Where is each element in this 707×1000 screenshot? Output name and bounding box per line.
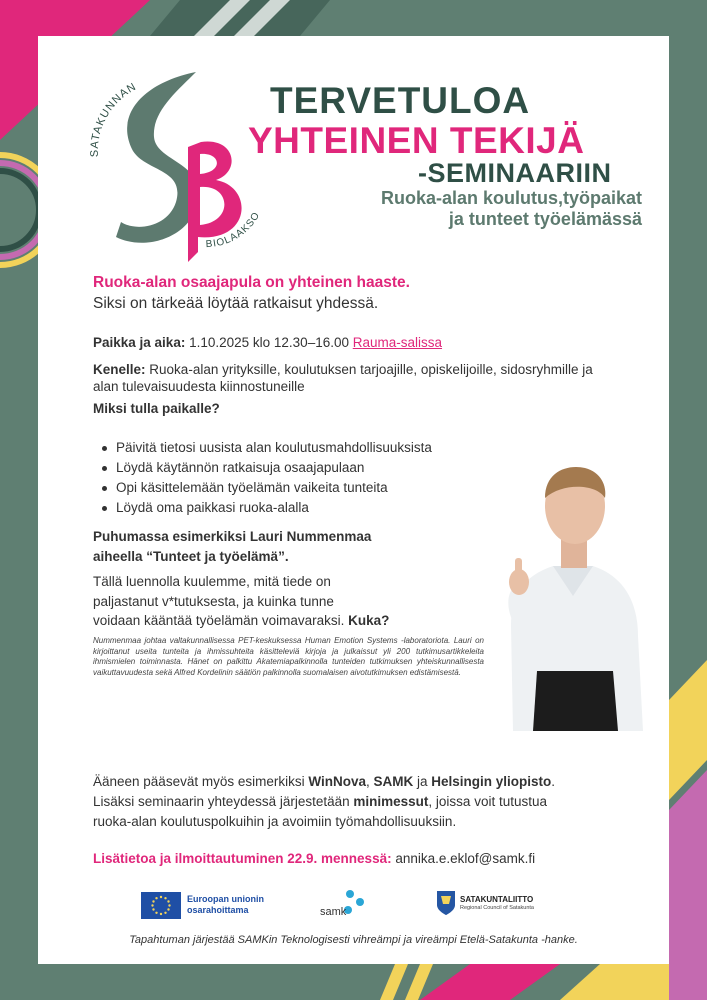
lead-text: Siksi on tärkeää löytää ratkaisut yhdessä. — [93, 295, 379, 312]
contact-label: Lisätietoa ja ilmoittautuminen 22.9. mennessä: — [93, 851, 392, 866]
eu-text — [187, 894, 264, 916]
list-item: Päivitä tietosi uusista alan koulutusmahdollisuuksista — [100, 438, 432, 458]
speaker-heading-line1: Puhumassa esimerkiksi Lauri Nummenmaa — [93, 529, 372, 544]
lead-heading: Ruoka-alan osaajapula on yhteinen haaste. — [93, 274, 410, 291]
eu-text-line2: osarahoittama — [187, 905, 249, 915]
list-item: Löydä käytännön ratkaisuja osaajapulaan — [100, 458, 432, 478]
speaker-body-line1: Tällä luennolla kuulemme, mitä tiede on — [93, 574, 331, 589]
speaker-body-line3: voidaan kääntää työelämän voimavaraksi. — [93, 613, 345, 628]
poster-card — [38, 36, 669, 964]
speaker-body-bold: Kuka? — [348, 613, 390, 628]
contact-email[interactable]: annika.e.eklof@samk.fi — [395, 851, 536, 866]
samk-text: samk — [320, 906, 347, 918]
list-item: Löydä oma paikkasi ruoka-alalla — [100, 498, 432, 518]
satakunnan-biolaakso-logo — [76, 62, 276, 262]
speaker-heading — [93, 527, 371, 567]
title-line1: TERVETULOA — [270, 80, 531, 121]
place-label: Paikka ja aika: — [93, 335, 186, 350]
why-heading: Miksi tulla paikalle? — [93, 401, 220, 416]
place-time — [93, 334, 442, 351]
eu-text-line1: Euroopan unionin — [187, 894, 264, 904]
more-line2: Lisäksi seminaarin yhteydessä järjestetään minimessut, joissa voit tutustua — [93, 794, 547, 809]
footer-note: Tapahtuman järjestää SAMKin Teknologisesti vihreämpi ja vireämpi Etelä-Satakunta -hanke. — [129, 934, 578, 946]
logo-arc-bottom: BIOLAAKSO — [205, 210, 263, 251]
speaker-bio: Nummenmaa johtaa valtakunnallisessa PET-keskuksessa Human Emotion Systems -laboratoriota. Lauri on kirjoittanut useita tunteita ja ihmissuhteita käsitteleviä kirjoja ja julkaissut yli 200 tutkimusartikkeleita ihmismielen toiminnasta. Hänet on palkittu Akatemiapalkinnolla tunteiden tutkimuksen yhteiskunnallisesta vaikuttavuudesta sekä Alfred Kordelinin säätiön palkinnolla suomalaisen aivotutkimuksen edistämisestä. — [93, 636, 484, 677]
logo-arc-top: SATAKUNNAN — [88, 80, 139, 158]
audience-label: Kenelle: — [93, 362, 146, 377]
title-line3: -SEMINAARIIN — [418, 158, 612, 188]
subtitle-line2: ja tunteet työelämässä — [448, 209, 642, 229]
coat-of-arms-icon — [436, 890, 456, 916]
title-line2: YHTEINEN TEKIJÄ — [248, 120, 585, 161]
list-item: Opi käsittelemään työelämän vaikeita tunteita — [100, 478, 432, 498]
more-line1: Ääneen pääsevät myös esimerkiksi WinNova, SAMK ja Helsingin yliopisto. — [93, 774, 556, 789]
more-line3: ruoka-alan koulutuspolkuihin ja avoimiin työmahdollisuuksiin. — [93, 814, 457, 829]
place-link[interactable]: Rauma-salissa — [352, 335, 443, 350]
why-list — [100, 438, 432, 518]
speaker-body-line2: paljastanut v*tutuksesta, ja kuinka tunne — [93, 593, 334, 609]
satakuntaliitto-sub: Regional Council of Satakunta — [460, 905, 534, 911]
samk-logo — [320, 888, 390, 922]
place-value: 1.10.2025 klo 12.30–16.00 — [189, 335, 349, 350]
satakuntaliitto-name: SATAKUNTALIITTO — [460, 895, 534, 904]
audience-value: Ruoka-alan yrityksille, koulutuksen tarjoajille, opiskelijoille, sidosryhmille ja alan tulevaisuudesta kiinnostuneille — [93, 362, 593, 394]
contact — [93, 850, 535, 867]
satakuntaliitto-logo — [436, 890, 586, 920]
eu-logo — [141, 892, 266, 920]
speaker-heading-line2: aiheella “Tunteet ja työelämä”. — [93, 549, 289, 564]
more-speakers — [93, 772, 555, 832]
subtitle-line1: Ruoka-alan koulutus,työpaikat — [380, 188, 642, 208]
subtitle — [282, 188, 642, 230]
eu-flag-icon — [141, 892, 181, 919]
speaker-photo — [493, 436, 653, 731]
audience — [93, 361, 613, 395]
speaker-body — [93, 572, 389, 631]
